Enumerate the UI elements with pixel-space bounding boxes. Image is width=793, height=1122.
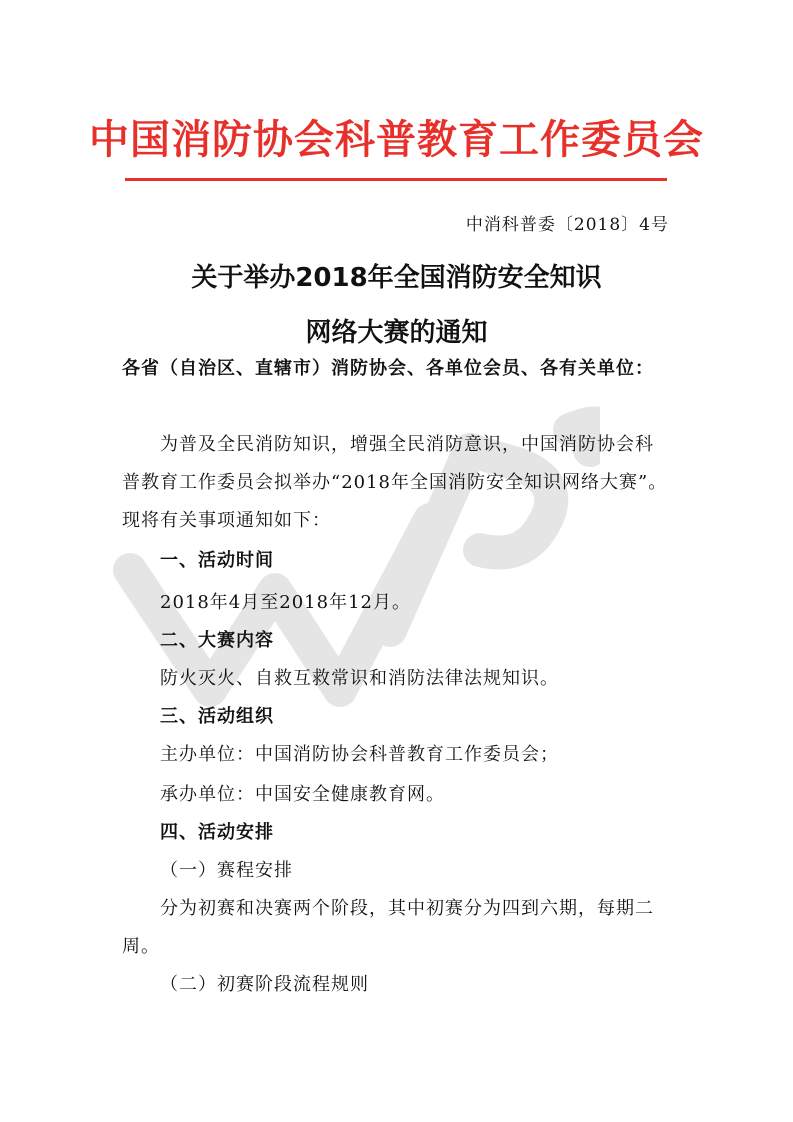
section-4-subheading-2: （二）初赛阶段流程规则 xyxy=(160,974,369,995)
addressee: 各省（自治区、直辖市）消防协会、各单位会员、各有关单位： xyxy=(122,358,654,379)
section-3-undertaker: 承办单位：中国安全健康教育网。 xyxy=(160,784,445,805)
section-1-heading: 一、活动时间 xyxy=(160,550,274,571)
section-2-text: 防火灭火、自救互救常识和消防法律法规知识。 xyxy=(160,668,559,689)
notice-title-line-2: 网络大赛的通知 xyxy=(305,318,488,348)
section-3-heading: 三、活动组织 xyxy=(160,706,274,727)
section-2-heading: 二、大赛内容 xyxy=(160,630,274,651)
intro-paragraph: 为普及全民消防知识，增强全民消防意识，中国消防协会科普教育工作委员会拟举办“2018年全国消防安全知识网络大赛”。现将有关事项通知如下： xyxy=(122,434,668,531)
section-1-text: 2018年4月至2018年12月。 xyxy=(160,592,411,613)
header-red-rule xyxy=(125,178,667,181)
issuing-organization-header: 中国消防协会科普教育工作委员会 xyxy=(89,117,704,163)
section-4-heading: 四、活动安排 xyxy=(160,822,274,843)
section-3-organizer: 主办单位：中国消防协会科普教育工作委员会； xyxy=(160,744,559,765)
section-4-subheading-1: （一）赛程安排 xyxy=(160,860,293,881)
notice-title-line-1: 关于举办2018年全国消防安全知识 xyxy=(191,263,602,293)
document-number: 中消科普委〔2018〕4号 xyxy=(465,215,669,235)
section-4-text-1: 分为初赛和决赛两个阶段，其中初赛分为四到六期，每期二周。 xyxy=(122,898,654,957)
